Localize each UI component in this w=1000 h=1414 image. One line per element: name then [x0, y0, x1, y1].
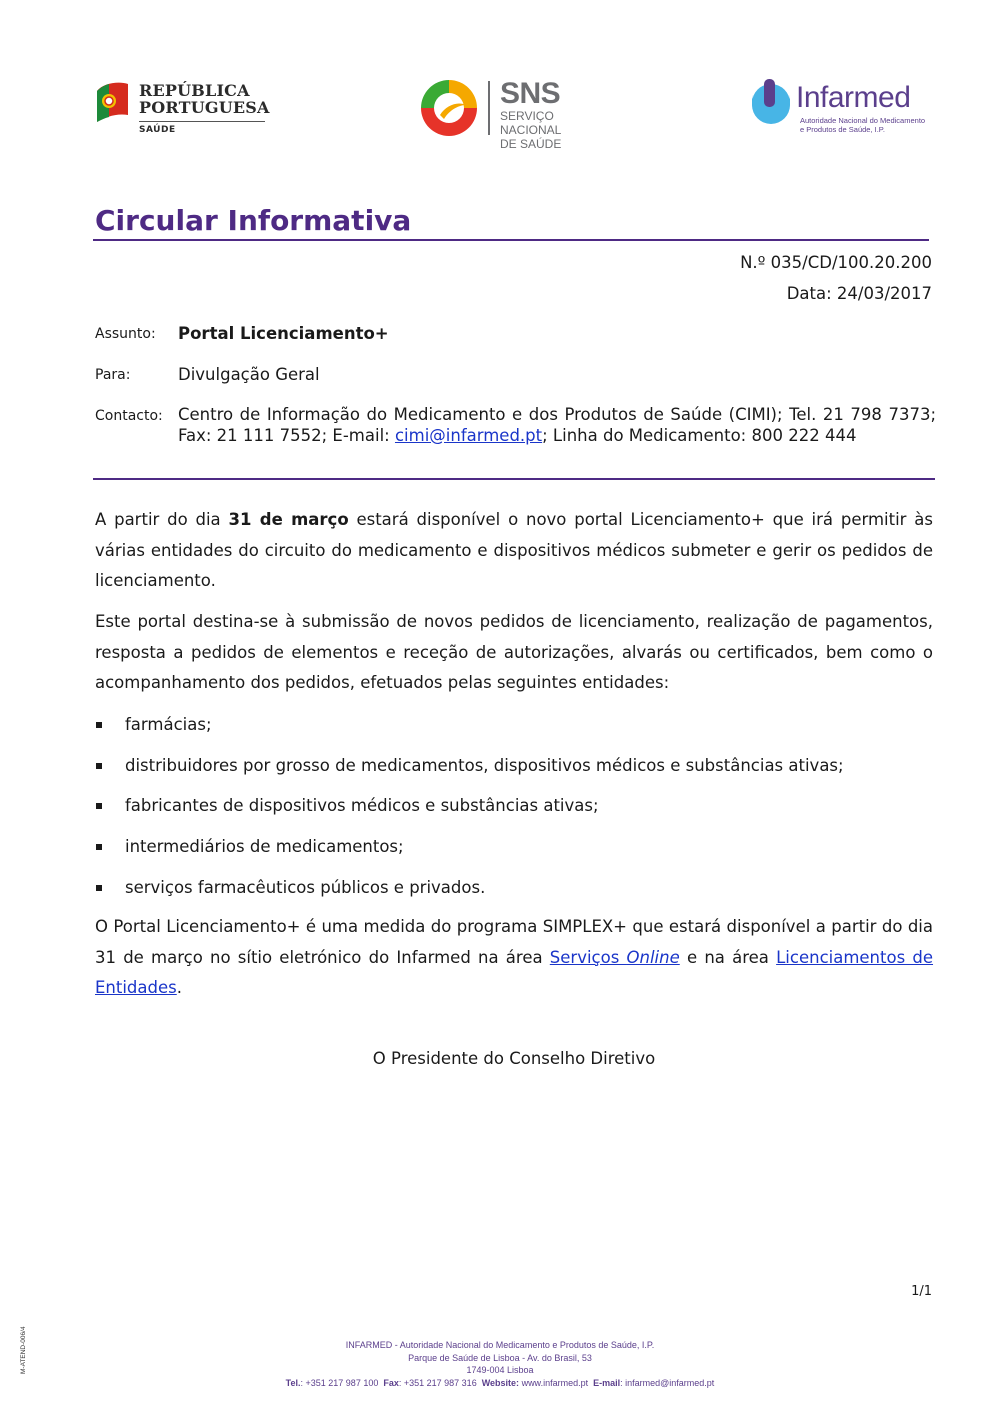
infarmed-sub-line1: Autoridade Nacional do Medicamento	[800, 116, 926, 125]
footer	[0, 1339, 1000, 1389]
infarmed-drop-icon	[750, 79, 792, 124]
p1-text-before: A partir do dia	[95, 510, 229, 529]
footer-tel: : +351 217 987 100	[300, 1377, 379, 1388]
p3-text-before: O Portal Licenciamento+ é uma medida do programa SIMPLEX+ que estará disponível a partir do dia 31 de março no sítio eletrónico do Infarmed na área	[95, 917, 933, 967]
list-item	[95, 753, 933, 794]
republica-line2: PORTUGUESA	[139, 98, 270, 117]
signature: O Presidente do Conselho Diretivo	[372, 1049, 656, 1068]
sns-divider	[488, 81, 490, 135]
list-item	[95, 793, 933, 834]
list-item	[95, 712, 933, 753]
sns-swirl-icon	[420, 79, 478, 137]
p3-text-end: .	[176, 978, 182, 998]
paragraph-1	[95, 505, 933, 597]
p1-date-bold: 31 de março	[228, 510, 349, 529]
servicos-online-link[interactable]	[550, 948, 680, 967]
contact-text-after: ; Linha do Medicamento: 800 222 444	[542, 425, 857, 445]
document-title: Circular Informativa	[95, 204, 412, 237]
republica-portuguesa-logo	[95, 79, 270, 139]
infarmed-sub-line2: e Produtos de Saúde, I.P.	[800, 125, 885, 134]
paragraph-2: Este portal destina-se à submissão de novos pedidos de licenciamento, realização de pagamentos, resposta a pedidos de elementos e receção de autorizações, alvarás ou certificados, bem como o acompanhamento dos pedidos, efetuados pelas seguintes entidades:	[95, 612, 933, 693]
subject-label: Assunto:	[95, 326, 156, 342]
footer-email-label: E-mail	[593, 1377, 621, 1388]
page-number: 1/1	[911, 1284, 932, 1299]
infarmed-name: Infarmed	[796, 81, 911, 114]
sns-sub-line2: DE SAÚDE	[500, 137, 562, 151]
to-label: Para:	[95, 367, 131, 383]
list-item-text: fabricantes de dispositivos médicos e substâncias ativas;	[125, 796, 599, 816]
footer-fax: : +351 217 987 316	[398, 1377, 477, 1388]
infarmed-logo	[750, 79, 930, 139]
bullet-square-icon	[96, 844, 102, 850]
paragraph-3	[95, 912, 933, 1004]
subject-value: Portal Licenciamento+	[178, 324, 389, 343]
footer-web-label: Website:	[481, 1377, 520, 1388]
footer-line3: 1749-004 Lisboa	[466, 1365, 534, 1376]
p1-text-after: estará disponível o novo portal Licenciamento+ que irá permitir às várias entidades do circuito do medicamento e dispositivos médicos submeter e gerir os pedidos de licenciamento.	[95, 510, 933, 591]
footer-web[interactable]: www.infarmed.pt	[519, 1377, 589, 1388]
footer-line1: INFARMED - Autoridade Nacional do Medicamento e Produtos de Saúde, I.P.	[345, 1340, 655, 1350]
header-divider	[93, 478, 935, 480]
bullet-square-icon	[96, 722, 102, 728]
entity-list	[95, 712, 933, 915]
circular-number: N.º 035/CD/100.20.200	[740, 253, 932, 272]
list-item-text: serviços farmacêuticos públicos e privados.	[125, 877, 486, 897]
contact-label: Contacto:	[95, 408, 163, 424]
contact-value	[178, 405, 936, 446]
list-item-text: intermediários de medicamentos;	[125, 837, 404, 857]
online-link-text: Online	[626, 947, 680, 967]
sns-logo	[420, 77, 605, 151]
form-code: M-ATEND-006/4	[20, 1326, 27, 1374]
bullet-square-icon	[96, 763, 102, 769]
republica-line1: REPÚBLICA	[139, 81, 250, 100]
sns-sub-line1: SERVIÇO NACIONAL	[500, 109, 562, 137]
servicos-link-text: Serviços	[549, 947, 627, 967]
list-item-text: farmácias;	[125, 715, 212, 734]
list-item	[95, 875, 933, 916]
list-item-text: distribuidores por grosso de medicamentos, dispositivos médicos e substâncias ativas;	[125, 755, 844, 775]
to-value: Divulgação Geral	[178, 365, 320, 384]
footer-tel-label: Tel.	[285, 1377, 301, 1388]
contact-text-before: Centro de Informação do Medicamento e dos Produtos de Saúde (CIMI); Tel. 21 798 7373; Fax: 21 111 7552; E-mail:	[178, 405, 936, 445]
sns-title: SNS	[500, 77, 561, 110]
republica-sub: SAÚDE	[139, 125, 176, 135]
title-divider	[93, 239, 929, 241]
bullet-square-icon	[96, 803, 102, 809]
cimi-email-link[interactable]: cimi@infarmed.pt	[394, 425, 543, 445]
circular-date: Data: 24/03/2017	[786, 284, 932, 303]
bullet-square-icon	[96, 885, 102, 891]
footer-line2: Parque de Saúde de Lisboa - Av. do Brasil, 53	[408, 1352, 592, 1363]
footer-fax-label: Fax	[383, 1377, 399, 1388]
portugal-flag-emblem-icon	[95, 81, 129, 123]
list-item	[95, 834, 933, 875]
licenciamentos-entidades-link[interactable]: Licenciamentos de Entidades	[95, 947, 934, 998]
republica-divider	[139, 121, 265, 122]
footer-email[interactable]: : infarmed@infarmed.pt	[620, 1377, 715, 1388]
footer-contacts	[0, 1377, 1000, 1390]
p3-text-middle: e na área	[679, 947, 777, 967]
